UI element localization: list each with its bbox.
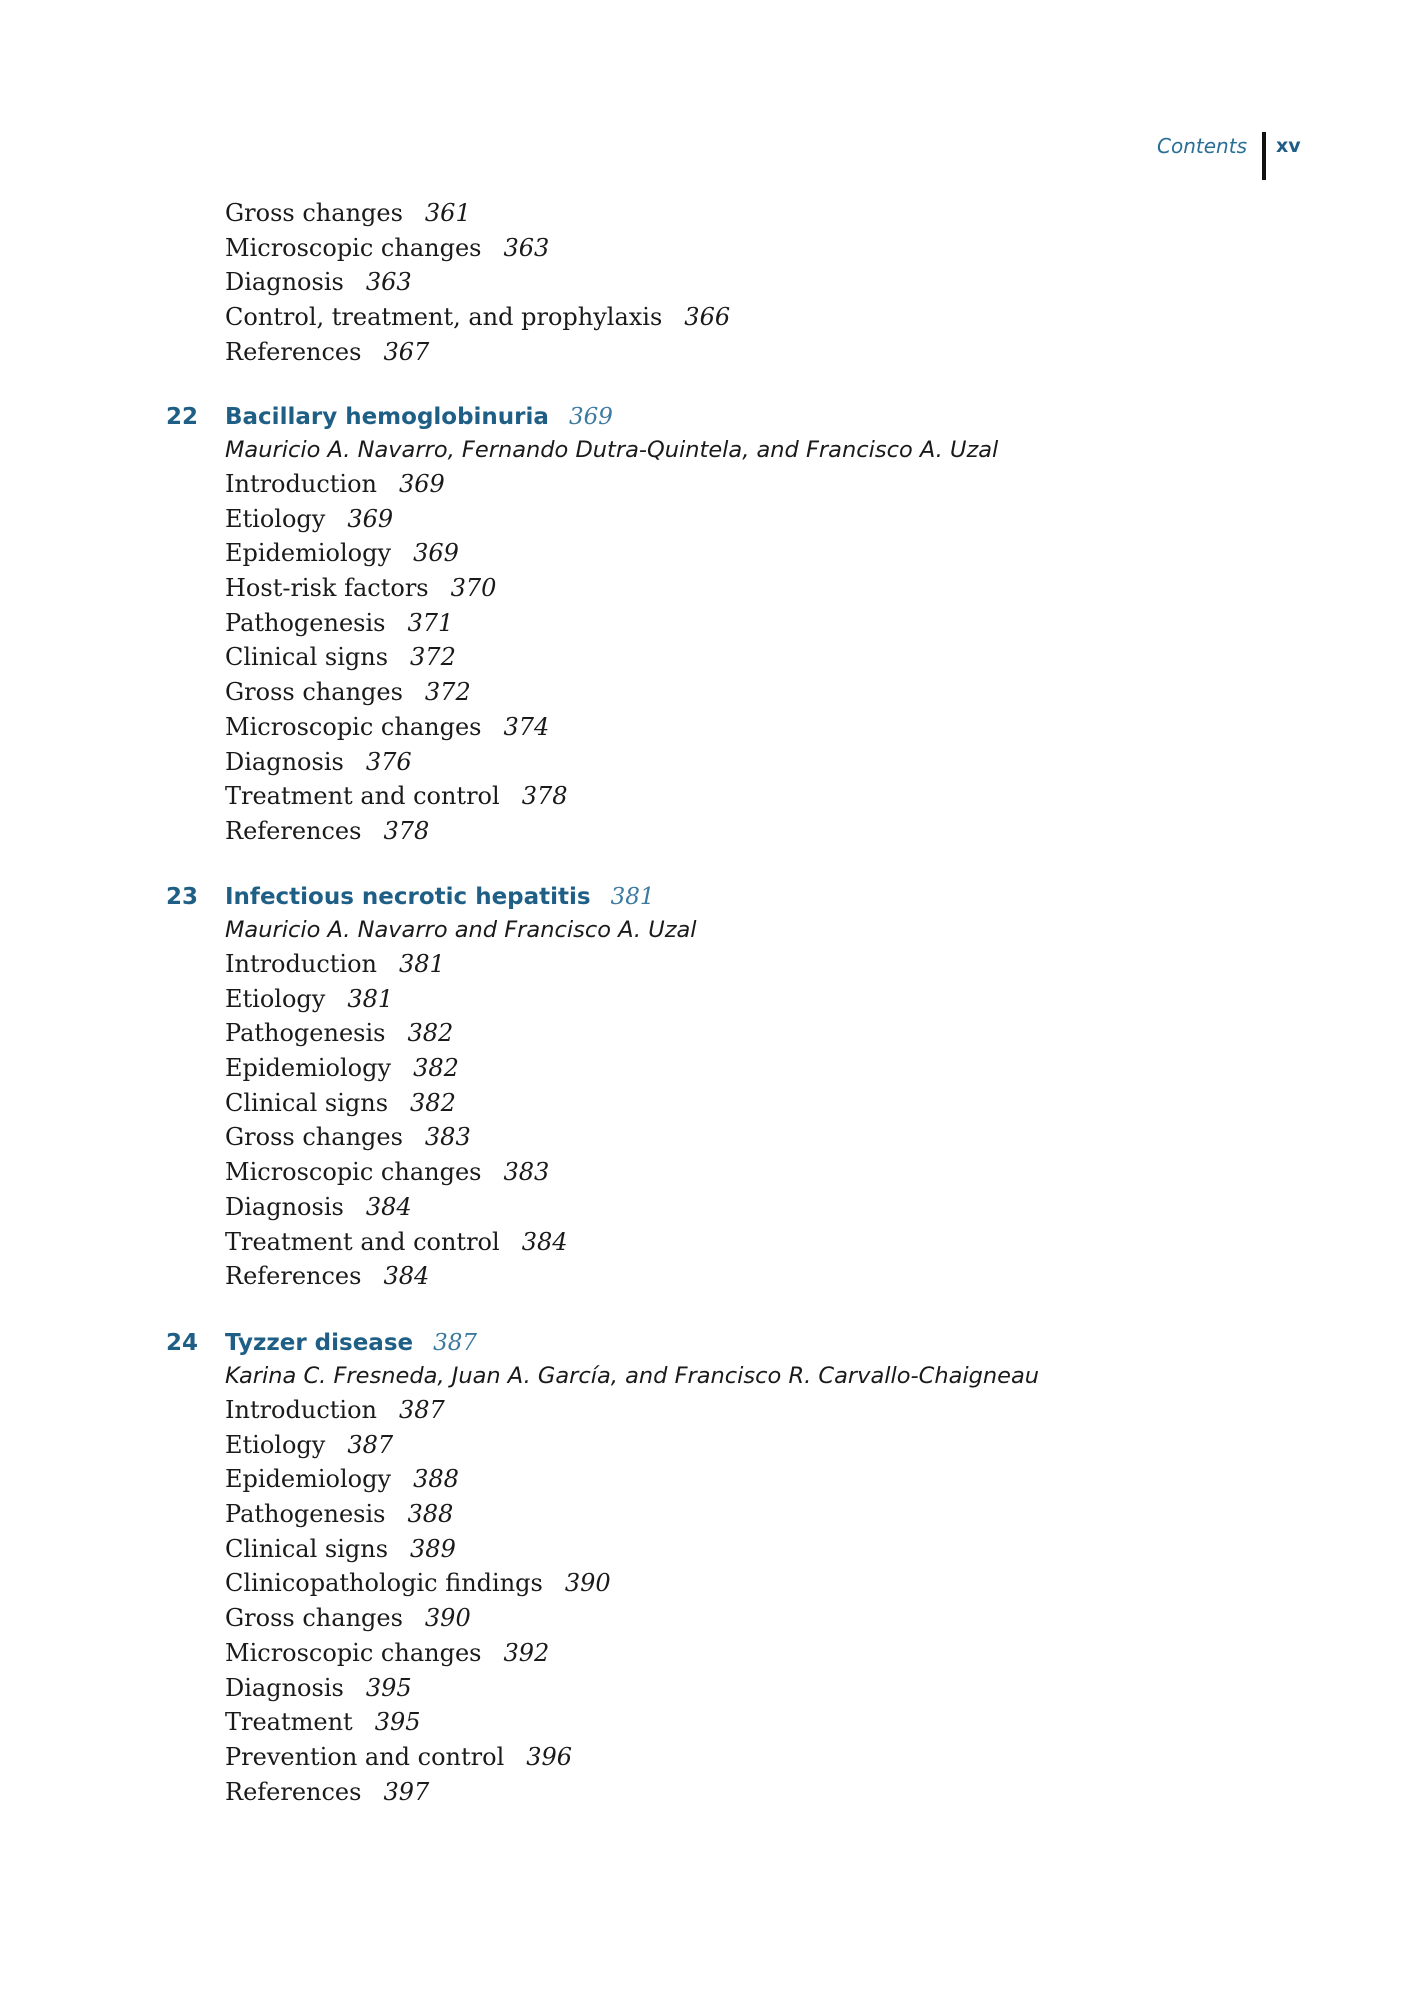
chapter-number: 22 bbox=[166, 404, 199, 430]
entry-title: Clinical signs bbox=[225, 643, 389, 672]
entry-page: 376 bbox=[365, 747, 412, 776]
chapter-section-list bbox=[225, 467, 568, 849]
entry-page: 372 bbox=[424, 678, 471, 707]
entry-title: References bbox=[225, 1777, 362, 1806]
chapter-page: 387 bbox=[433, 1330, 478, 1356]
toc-entry[interactable] bbox=[225, 1051, 568, 1086]
toc-entry[interactable] bbox=[225, 814, 568, 849]
entry-title: Prevention and control bbox=[225, 1742, 505, 1771]
chapter-title-link[interactable] bbox=[225, 1326, 477, 1360]
toc-entry[interactable] bbox=[225, 1259, 568, 1294]
toc-entry[interactable] bbox=[225, 982, 568, 1017]
entry-title: Microscopic changes bbox=[225, 1638, 482, 1667]
toc-entry[interactable] bbox=[225, 536, 568, 571]
toc-entry[interactable] bbox=[225, 1190, 568, 1225]
entry-title: Introduction bbox=[225, 1396, 377, 1424]
entry-page: 397 bbox=[383, 1777, 430, 1806]
entry-page: 371 bbox=[407, 608, 454, 637]
chapter-title: Infectious necrotic hepatitis bbox=[225, 884, 591, 910]
entry-title: References bbox=[225, 816, 362, 845]
toc-entry[interactable] bbox=[225, 947, 568, 982]
entry-title: Diagnosis bbox=[225, 747, 344, 776]
chapter-number: 24 bbox=[166, 1330, 199, 1356]
entry-page: 395 bbox=[365, 1673, 412, 1702]
entry-page: 390 bbox=[564, 1569, 611, 1598]
entry-title: Diagnosis bbox=[225, 1673, 344, 1702]
entry-page: 387 bbox=[399, 1396, 445, 1424]
entry-title: Diagnosis bbox=[225, 268, 344, 297]
chapter-page: 369 bbox=[568, 404, 613, 430]
entry-title: Introduction bbox=[225, 470, 377, 498]
toc-entry[interactable] bbox=[225, 571, 568, 606]
toc-entry[interactable] bbox=[225, 779, 568, 814]
entry-page: 366 bbox=[684, 303, 731, 332]
entry-page: 384 bbox=[521, 1227, 568, 1256]
entry-title: Gross changes bbox=[225, 1604, 403, 1633]
entry-page: 384 bbox=[383, 1262, 430, 1291]
toc-entry[interactable] bbox=[225, 1601, 611, 1636]
running-head-page-number: xv bbox=[1276, 135, 1301, 157]
toc-entry[interactable] bbox=[225, 1155, 568, 1190]
entry-page: 387 bbox=[347, 1430, 394, 1459]
toc-entry[interactable] bbox=[225, 196, 730, 231]
entry-title: Microscopic changes bbox=[225, 712, 482, 741]
entry-title: References bbox=[225, 1262, 362, 1291]
entry-page: 395 bbox=[374, 1708, 421, 1737]
entry-title: Etiology bbox=[225, 984, 326, 1013]
toc-entry[interactable] bbox=[225, 1393, 611, 1428]
running-head-divider bbox=[1262, 132, 1266, 180]
chapter-title: Tyzzer disease bbox=[225, 1330, 414, 1356]
toc-entry[interactable] bbox=[225, 1671, 611, 1706]
entry-page: 363 bbox=[503, 233, 550, 262]
chapter-authors: Mauricio A. Navarro, Fernando Dutra-Quintela, and Francisco A. Uzal bbox=[225, 437, 999, 463]
entry-page: 388 bbox=[407, 1500, 454, 1529]
running-head-label: Contents bbox=[1157, 134, 1247, 158]
entry-title: Treatment and control bbox=[225, 1227, 500, 1256]
entry-page: 381 bbox=[399, 950, 445, 978]
toc-entry[interactable] bbox=[225, 1740, 611, 1775]
chapter-page: 381 bbox=[610, 884, 655, 910]
entry-title: Clinical signs bbox=[225, 1534, 389, 1563]
entry-title: References bbox=[225, 337, 362, 366]
chapter-number: 23 bbox=[166, 884, 199, 910]
toc-entry[interactable] bbox=[225, 467, 568, 502]
toc-entry[interactable] bbox=[225, 606, 568, 641]
toc-entry[interactable] bbox=[225, 502, 568, 537]
entry-page: 369 bbox=[347, 504, 394, 533]
entry-page: 382 bbox=[413, 1054, 459, 1083]
toc-entry[interactable] bbox=[225, 335, 730, 370]
entry-page: 367 bbox=[383, 337, 430, 366]
entry-page: 361 bbox=[424, 199, 471, 227]
toc-entry[interactable] bbox=[225, 231, 730, 266]
chapter-title: Bacillary hemoglobinuria bbox=[225, 404, 549, 430]
entry-page: 369 bbox=[413, 539, 459, 568]
continued-section-list bbox=[225, 196, 730, 369]
toc-entry[interactable] bbox=[225, 1225, 568, 1260]
entry-title: Treatment and control bbox=[225, 782, 500, 811]
entry-page: 378 bbox=[383, 816, 430, 845]
toc-entry[interactable] bbox=[225, 1086, 568, 1121]
entry-title: Microscopic changes bbox=[225, 1158, 482, 1187]
toc-entry[interactable] bbox=[225, 300, 730, 335]
toc-entry[interactable] bbox=[225, 710, 568, 745]
toc-entry[interactable] bbox=[225, 1497, 611, 1532]
toc-entry[interactable] bbox=[225, 1566, 611, 1601]
entry-page: 381 bbox=[347, 984, 394, 1013]
entry-page: 390 bbox=[424, 1604, 471, 1633]
chapter-section-list bbox=[225, 947, 568, 1294]
toc-entry[interactable] bbox=[225, 640, 568, 675]
entry-title: Etiology bbox=[225, 1430, 326, 1459]
entry-title: Microscopic changes bbox=[225, 233, 482, 262]
entry-title: Pathogenesis bbox=[225, 1019, 386, 1048]
entry-page: 372 bbox=[410, 643, 456, 672]
entry-title: Introduction bbox=[225, 950, 377, 978]
entry-title: Host-risk factors bbox=[225, 574, 429, 603]
entry-title: Epidemiology bbox=[225, 1465, 392, 1494]
entry-title: Diagnosis bbox=[225, 1192, 344, 1221]
entry-title: Gross changes bbox=[225, 199, 403, 227]
entry-title: Clinical signs bbox=[225, 1088, 389, 1117]
entry-title: Pathogenesis bbox=[225, 608, 386, 637]
entry-page: 382 bbox=[410, 1088, 456, 1117]
toc-entry[interactable] bbox=[225, 265, 730, 300]
toc-entry[interactable] bbox=[225, 1775, 611, 1810]
entry-title: Epidemiology bbox=[225, 1054, 392, 1083]
entry-title: Gross changes bbox=[225, 1123, 403, 1152]
entry-title: Control, treatment, and prophylaxis bbox=[225, 303, 663, 332]
entry-page: 369 bbox=[399, 470, 445, 498]
entry-page: 383 bbox=[424, 1123, 471, 1152]
toc-entry[interactable] bbox=[225, 1016, 568, 1051]
entry-page: 392 bbox=[503, 1638, 550, 1667]
entry-page: 388 bbox=[413, 1465, 459, 1494]
entry-page: 378 bbox=[521, 782, 568, 811]
entry-title: Pathogenesis bbox=[225, 1500, 386, 1529]
toc-entry[interactable] bbox=[225, 1636, 611, 1671]
entry-page: 383 bbox=[503, 1158, 550, 1187]
entry-page: 363 bbox=[365, 268, 412, 297]
running-head bbox=[0, 132, 1402, 182]
entry-title: Treatment bbox=[225, 1708, 353, 1737]
entry-title: Gross changes bbox=[225, 678, 403, 707]
toc-entry[interactable] bbox=[225, 1462, 611, 1497]
chapter-authors: Karina C. Fresneda, Juan A. García, and Francisco R. Carvallo-Chaigneau bbox=[225, 1363, 1040, 1389]
chapter-title-link[interactable] bbox=[225, 880, 655, 914]
toc-entry[interactable] bbox=[225, 745, 568, 780]
entry-page: 370 bbox=[450, 574, 497, 603]
chapter-title-link[interactable] bbox=[225, 400, 613, 434]
toc-entry[interactable] bbox=[225, 1705, 611, 1740]
entry-title: Etiology bbox=[225, 504, 326, 533]
toc-entry[interactable] bbox=[225, 1532, 611, 1567]
entry-page: 384 bbox=[365, 1192, 412, 1221]
toc-entry[interactable] bbox=[225, 1120, 568, 1155]
entry-page: 396 bbox=[526, 1742, 573, 1771]
toc-entry[interactable] bbox=[225, 675, 568, 710]
entry-page: 389 bbox=[410, 1534, 456, 1563]
chapter-authors: Mauricio A. Navarro and Francisco A. Uzal bbox=[225, 917, 697, 943]
toc-entry[interactable] bbox=[225, 1428, 611, 1463]
entry-title: Epidemiology bbox=[225, 539, 392, 568]
entry-page: 374 bbox=[503, 712, 550, 741]
chapter-section-list bbox=[225, 1393, 611, 1809]
entry-title: Clinicopathologic findings bbox=[225, 1569, 543, 1598]
entry-page: 382 bbox=[407, 1019, 454, 1048]
